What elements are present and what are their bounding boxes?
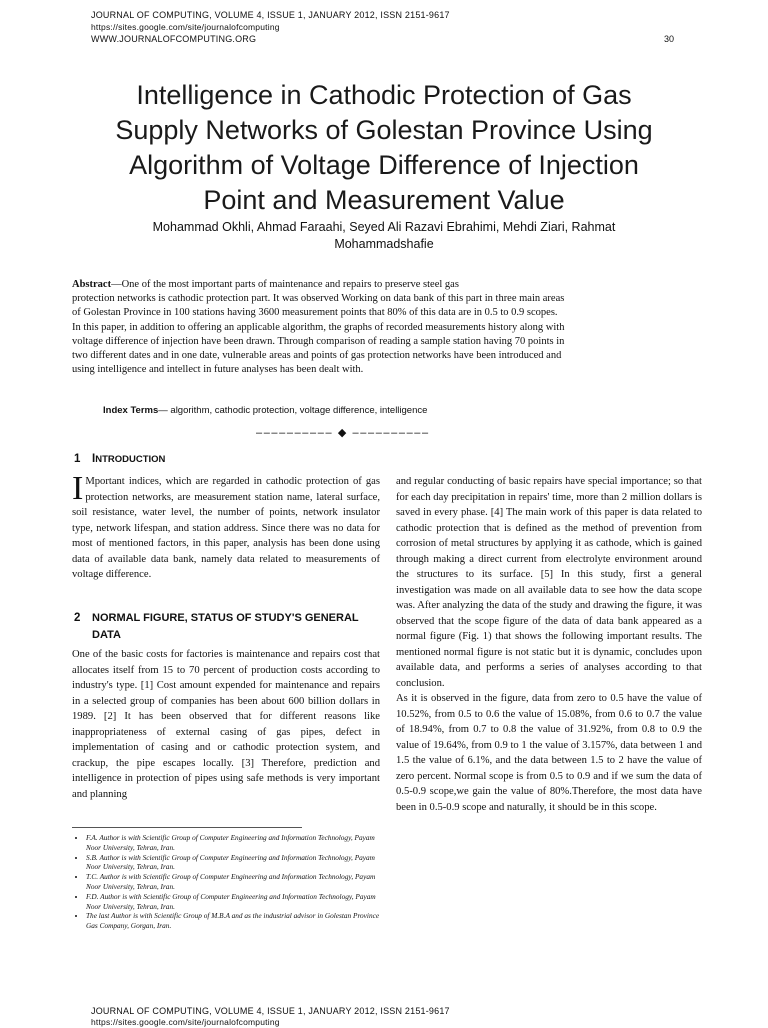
- footnote-item: • F.D. Author is with Scientific Group of Computer Engineering and Information Technology, Payam Noor University, Tehran, Iran.: [86, 892, 387, 912]
- section2-body: [72, 647, 380, 802]
- introduction-text: Mportant indices, which are regarded in cathodic protection of gas protection networks, are measurement station name, lateral surface, soil resistance, water level, the number of points, network insulator type, network lifespan, and station address. Since there was no data for most of mentioned factors, in this paper, analysis has been done using data of available data bank, namely data related to measurements of voltage difference.: [72, 476, 380, 580]
- drop-cap: I: [72, 470, 84, 507]
- index-terms-text: — algorithm, cathodic protection, voltage difference, intelligence: [158, 405, 428, 416]
- right-column-body: [396, 474, 702, 815]
- abstract-first-line: [72, 278, 702, 292]
- introduction-body: [72, 470, 380, 583]
- right-column-paragraph: As it is observed in the figure, data from zero to 0.5 have the value of 10.52%, from 0.5 to 0.6 the value of 15.08%, from 0.6 to 0.7 the value of 18.94%, from 0.7 to 0.8 the value of 31.92%, from 0.8 to 0.9 the value of 19.64%, from 0.9 to 1 the value of 3.157%, data between 1 and 1.5 the value of 6.1%, and the data between 1.5 to 2 have the value of zero percent. Normal scope is from 0.5 to 0.9 and if we sum the data of 0.5-0.9 scope,we gain the value of 80%.Therefore, the most data have been in 0.5-0.9 scope and naturally, it should be in this scope.: [396, 693, 702, 813]
- running-header-url: https://sites.google.com/site/journalofcomputing: [91, 22, 280, 32]
- footnote-item: • S.B. Author is with Scientific Group of Computer Engineering and Information Technology, Payam Noor University, Tehran, Iran.: [86, 853, 387, 873]
- abstract-line: In this paper, in addition to offering an applicable algorithm, the graphs of recorded measurements history along with: [72, 321, 565, 333]
- introduction-paragraph: [72, 470, 380, 583]
- abstract-line: One of the most important parts of maintenance and repairs to preserve steel gas: [121, 279, 459, 290]
- title-line: Supply Networks of Golestan Province Using: [115, 115, 653, 145]
- abstract-line: protection networks is cathodic protection part. It was observed Working on data bank of this part in three main areas: [72, 293, 565, 305]
- abstract-line: voltage difference of injection have been drawn. Through comparison of reading a sample station having 70 points in: [72, 335, 565, 347]
- running-header-journal: JOURNAL OF COMPUTING, VOLUME 4, ISSUE 1, JANUARY 2012, ISSN 2151-9617: [91, 10, 450, 20]
- author-line: Mohammadshafie: [334, 237, 434, 251]
- index-terms-label: Index Terms: [103, 405, 159, 416]
- right-column-paragraph: and regular conducting of basic repairs have special importance; so that for each day precipitation in repairs' time, more than 2 million dollars is saved in every phase. [4] The main work of this paper is data related to cathodic protection that is defined as the method of prevention from corrosion of metal structures by applying it as cathode, which is gained through making a direct current from electrolyte environment around the structures to its surface. [5] In this study, first a general investigation was made on all available data to see how the data scope was. After analyzing the data of the study and drawing the figure, it was observed that the scope figure of the data of data bank appeared as a normal figure (Fig. 1) that shows the following important results. The mentioned normal figure is not static but it is dynamic, concludes upon available data, and performs a series of analyses according to that conclusion.: [396, 476, 702, 689]
- footnote-rule: [72, 827, 302, 828]
- abstract: [72, 278, 702, 377]
- abstract-label: Abstract: [72, 279, 112, 290]
- index-terms: [103, 405, 427, 416]
- abstract-line: two different dates and in one date, vulnerable areas and points of gas protection networks have been introduced and: [72, 350, 562, 362]
- footer-url: https://sites.google.com/site/journalofcomputing: [91, 1017, 280, 1027]
- section-title: NTRODUCTION: [95, 454, 166, 465]
- author-line: Mohammad Okhli, Ahmad Faraahi, Seyed Ali Razavi Ebrahimi, Mehdi Ziari, Rahmat: [152, 220, 616, 234]
- footnote-item: • F.A. Author is with Scientific Group of Computer Engineering and Information Technology, Payam Noor University, Tehran, Iran.: [86, 833, 387, 853]
- section-number: 1: [74, 453, 81, 465]
- title-line: Point and Measurement Value: [203, 185, 565, 215]
- footer-journal: JOURNAL OF COMPUTING, VOLUME 4, ISSUE 1, JANUARY 2012, ISSN 2151-9617: [91, 1006, 450, 1016]
- section-heading-introduction: [74, 453, 165, 465]
- section2-paragraph: One of the basic costs for factories is maintenance and repairs cost that allocates itself from 15 to 70 percent of production costs according to industry's type. [1] Cost amount expended for maintenance and repairs in a selected group of companies has been about 600 billion dollars in 1989. [2] It has been observed that for different reasons like inappropriateness of external casing of gas pipes, defect in implementation of casing and or cathodic protection system, and crackup, the pipe escapes locally. [3] Therefore, prediction and intelligence in protection of pipes using safe methods is very important and planning: [72, 649, 380, 800]
- section-divider: –––––––––– ◆ ––––––––––: [256, 427, 430, 439]
- running-header-site: WWW.JOURNALOFCOMPUTING.ORG: [91, 34, 257, 44]
- abstract-line: of Golestan Province in 100 stations having 3600 measurement points that 80% of this data are in 0.5 to 0.9 scopes.: [72, 307, 558, 319]
- abstract-dash: —: [111, 279, 122, 290]
- section-number: 2: [74, 612, 81, 624]
- footnotes: [72, 833, 387, 931]
- abstract-line: using intelligence and intellect in future analyses has been dealt with.: [72, 364, 364, 376]
- title-line: Algorithm of Voltage Difference of Injection: [129, 150, 639, 180]
- section-heading-normal-figure: [74, 610, 384, 644]
- footnote-item: • The last Author is with Scientific Group of M.B.A and as the industrial advisor in Golestan Province Gas Company, Gorgan, Iran.: [86, 911, 387, 931]
- section-title-first-letter: I: [92, 453, 96, 465]
- page-number: 30: [664, 34, 675, 44]
- footnote-item: • T.C. Author is with Scientific Group of Computer Engineering and Information Technology, Payam Noor University, Tehran, Iran.: [86, 872, 387, 892]
- section-title-continued: DATA: [92, 629, 121, 641]
- paper-title: [60, 78, 708, 218]
- section-title: NORMAL FIGURE, STATUS OF STUDY'S GENERAL: [92, 612, 359, 624]
- author-list: [80, 219, 688, 253]
- title-line: Intelligence in Cathodic Protection of Gas: [136, 80, 632, 110]
